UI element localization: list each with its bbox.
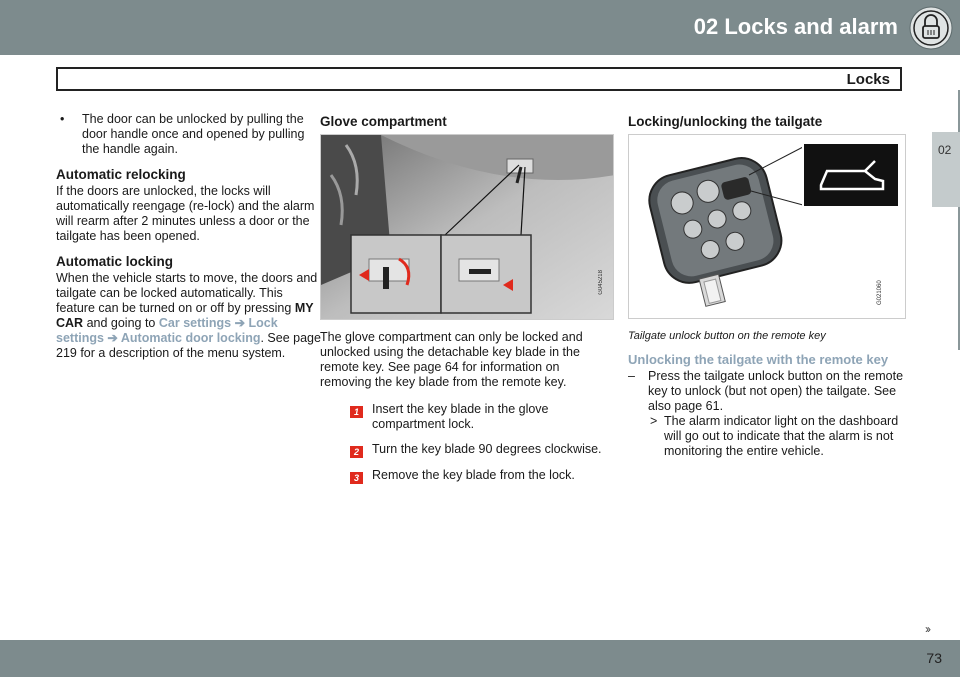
header-bar	[0, 0, 960, 55]
menu-my-car: MY CAR	[56, 301, 314, 330]
remote-key-illustration	[629, 135, 906, 319]
locking-body-end: . See page 219 for a description of the menu system.	[56, 331, 321, 360]
step-text-1: Insert the key blade in the glove compartment lock.	[372, 402, 549, 431]
step-text-3: Remove the key blade from the lock.	[372, 468, 575, 482]
dash-marker: –	[628, 369, 635, 383]
result-marker: >	[650, 414, 658, 428]
step-2	[320, 442, 614, 458]
glove-intro: The glove compartment can only be locked and unlocked using the detachable key blade in the remote key. See page 64 for information on removing the key blade from the remote key.	[320, 330, 583, 389]
section-title: Locks	[846, 71, 890, 88]
chapter-title: 02 Locks and alarm	[693, 14, 898, 39]
tailgate-heading: Locking/unlocking the tailgate	[628, 114, 823, 129]
bullet-text: The door can be unlocked by pulling the door handle once and opened by pulling the handle again.	[82, 112, 305, 156]
figure-code-3: G021060	[877, 280, 883, 305]
glove-illustration	[321, 135, 614, 320]
column-2	[320, 114, 614, 494]
relocking-heading: Automatic relocking	[56, 167, 186, 182]
dash-item	[628, 369, 906, 414]
step-1	[320, 402, 614, 432]
bullet-item	[56, 112, 324, 157]
locking-body	[56, 271, 324, 361]
next-page-chevrons: ››	[925, 622, 929, 636]
relocking-body: If the doors are unlocked, the locks will automatically reengage (re-lock) and the alarm will rearm after 2 minutes unless a door or the tailgate has been opened.	[56, 184, 315, 243]
step-number-1: 1	[350, 406, 363, 418]
dash-text: Press the tailgate unlock button on the remote key to unlock (but not open) the tailgate. See also page 61.	[648, 369, 904, 413]
result-text: The alarm indicator light on the dashboard will go out to indicate that the alarm is not monitoring the entire vehicle.	[664, 414, 899, 458]
locking-heading: Automatic locking	[56, 254, 174, 269]
section-bar	[56, 67, 902, 91]
glove-compartment-figure	[320, 134, 614, 320]
locking-and-going-to: and going to	[86, 316, 156, 330]
step-number-2: 2	[350, 446, 363, 458]
chapter-side-tab-label: 02	[938, 143, 952, 157]
locking-body-start: When the vehicle starts to move, the doors and tailgate can be locked automatically. This feature can be turned on or off by pressing	[56, 271, 318, 315]
menu-path: Car settings ➔ Lock settings ➔ Automatic door locking	[56, 316, 278, 345]
step-text-2: Turn the key blade 90 degrees clockwise.	[372, 442, 602, 456]
footer-bar	[0, 640, 960, 677]
unlock-subheading: Unlocking the tailgate with the remote key	[628, 352, 889, 367]
figure-caption: Tailgate unlock button on the remote key	[628, 330, 826, 342]
step-3	[320, 468, 614, 484]
bullet-marker: •	[60, 112, 65, 126]
remote-key-figure	[628, 134, 906, 319]
result-item	[650, 414, 906, 459]
glove-heading: Glove compartment	[320, 114, 447, 129]
padlock-icon	[908, 5, 954, 51]
column-3	[628, 114, 906, 459]
step-number-3: 3	[350, 472, 363, 484]
column-1	[56, 112, 324, 367]
figure-code: G045218	[598, 270, 604, 295]
page-number: 73	[926, 650, 942, 666]
